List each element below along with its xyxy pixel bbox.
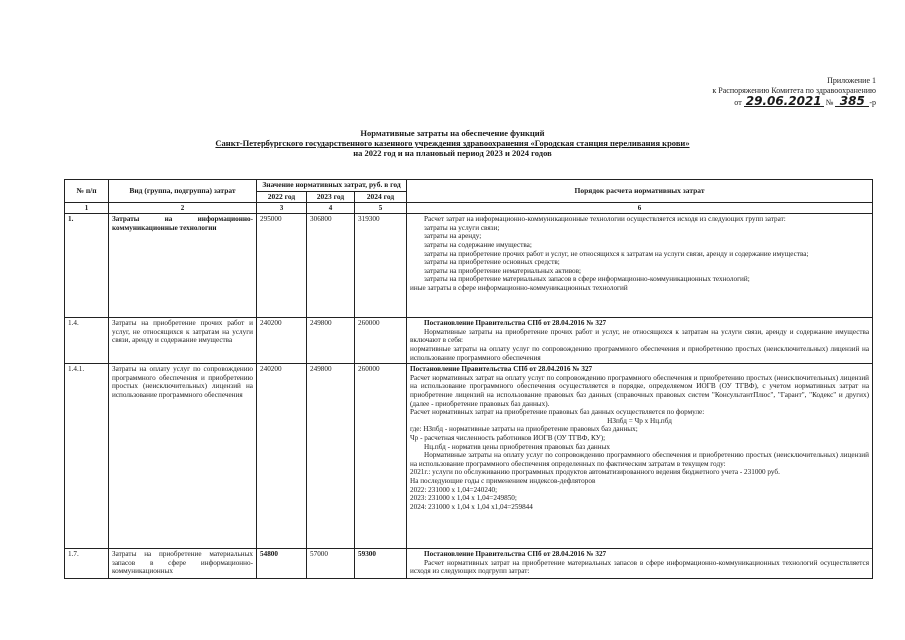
title-line-3: на 2022 год и на плановый период 2023 и 2024 годов (353, 148, 552, 158)
header-num: № п/п (65, 180, 109, 203)
table-row: 1. Затраты на информационно-коммуникационные технологии 295000 306800 319300 Расчет затрат на информационно-коммуникационные технологии осуществляется исходя из следующих групп затрат: затраты на услуги связи; затраты на аренду; затраты на содержание имущества; затраты на приобретение прочих работ и услуг, не относящихся к затратам на услуги связи, аренду и содержание имущества; затраты на приобретение основных средств; затраты на приобретение нематериальных активов; затраты на приобретение материальных запасов в сфере информационно-коммуникационных технологий; иные затраты в сфере информационно-коммуникационных технологий (65, 214, 873, 318)
header-type: Вид (группа, подгруппа) затрат (109, 180, 257, 203)
table-row: 1.4.1. Затраты на оплату услуг по сопровождению программного обеспечения и приобретению простых (неисключительных) лицензий на использование программного обеспечения 240200 249800 260000 Постановление Правительства СПб от 28.04.2016 № 327 Расчет нормативных затрат на оплату услуг по сопровождению программного обеспечения и приобретению простых (неисключительных) лицензий на использование программного обеспечения осуществляется в порядке, определяемом ИОГВ (ОУ ТГВФ), с учетом нормативных затрат на приобретение лицензий на использование правовых баз данных (справочных правовых систем "КонсультантПлюс", "Гарант", "Кодекс" и других) (далее - приобретение правовых баз данных). Расчет нормативных затрат на приобретение правовых баз данных осуществляется по формуле: НЗпбд = Чр х Нц.пбд где: НЗпбд - нормативные затраты на приобретение правовых баз данных; Чр - расчетная численность работников ИОГВ (ОУ ТГВФ, КУ); Нц.пбд - норматив цены приобретения правовых баз данных Нормативные затраты на оплату услуг по сопровождению программного обеспечения и приобретению простых (неисключительных) лицензий на использование программного обеспечения определенных по фактическим затратам в текущем году: 2021г.: услуги по обслуживанию программных продуктов автоматизированного ведения бюджетного учета - 231000 руб. На последующие годы с применением индексов-дефляторов 2022: 231000 х 1,04=240240; 2023: 231000 х 1,04 х 1,04=249850; 2024: 231000 х 1,04 х 1,04 х1,04=259844 (65, 364, 873, 549)
table-row: 1.4. Затраты на приобретение прочих работ и услуг, не относящихся к затратам на услуги связи, аренду и содержание имущества 240200 249800 260000 Постановление Правительства СПб от 28.04.2016 № 327 Нормативные затраты на приобретение прочих работ и услуг, не относящихся к затратам на услуги связи, аренду и содержание имущества включают в себя: нормативные затраты на оплату услуг по сопровождению программного обеспечения и приобретению простых (неисключительных) лицензий на использование программного обеспечения (65, 318, 873, 364)
header-2023: 2023 год (307, 191, 355, 203)
annex-title: Приложение 1 (827, 76, 876, 85)
annex-date-line: от 29.06.2021 № 385 -р (734, 94, 876, 108)
handwritten-date: 29.06.2021 (744, 96, 824, 107)
table-row: 1.7. Затраты на приобретение материальных запасов в сфере информационно-коммуникационных 54800 57000 59300 Постановление Правительства СПб от 28.04.2016 № 327 Расчет нормативных затрат на приобретение материальных запасов в сфере информационно-коммуникационных технологий осуществляется исходя из следующих подгрупп затрат: (65, 549, 873, 579)
header-2024: 2024 год (355, 191, 407, 203)
column-number-row: 1 2 3 4 5 6 (65, 203, 873, 214)
calc-order-cell: Расчет затрат на информационно-коммуникационные технологии осуществляется исходя из следующих групп затрат: затраты на услуги связи; затраты на аренду; затраты на содержание имущества; затраты на приобретение прочих работ и услуг, не относящихся к затратам на услуги связи, аренду и содержание имущества; затраты на приобретение основных средств; затраты на приобретение нематериальных активов; затраты на приобретение материальных запасов в сфере информационно-коммуникационных технологий; иные затраты в сфере информационно-коммуникационных технологий (407, 214, 873, 318)
header-order: Порядок расчета нормативных затрат (407, 180, 873, 203)
annex-block (676, 76, 876, 108)
calc-order-cell: Постановление Правительства СПб от 28.04.2016 № 327 Расчет нормативных затрат на оплату услуг по сопровождению программного обеспечения и приобретению простых (неисключительных) лицензий на использование программного обеспечения осуществляется в порядке, определяемом ИОГВ (ОУ ТГВФ), с учетом нормативных затрат на приобретение лицензий на использование правовых баз данных (справочных правовых систем "КонсультантПлюс", "Гарант", "Кодекс" и других) (далее - приобретение правовых баз данных). Расчет нормативных затрат на приобретение правовых баз данных осуществляется по формуле: НЗпбд = Чр х Нц.пбд где: НЗпбд - нормативные затраты на приобретение правовых баз данных; Чр - расчетная численность работников ИОГВ (ОУ ТГВФ, КУ); Нц.пбд - норматив цены приобретения правовых баз данных Нормативные затраты на оплату услуг по сопровождению программного обеспечения и приобретению простых (неисключительных) лицензий на использование программного обеспечения определенных по фактическим затратам в текущем году: 2021г.: услуги по обслуживанию программных продуктов автоматизированного ведения бюджетного учета - 231000 руб. На последующие годы с применением индексов-дефляторов 2022: 231000 х 1,04=240240; 2023: 231000 х 1,04 х 1,04=249850; 2024: 231000 х 1,04 х 1,04 х1,04=259844 (407, 364, 873, 549)
header-2022: 2022 год (257, 191, 307, 203)
title-line-2: Санкт-Петербургского государственного казенного учреждения здравоохранения «Городская станция переливания крови» (215, 138, 690, 148)
annex-reference: к Распоряжению Комитета по здравоохранению (712, 86, 876, 95)
handwritten-number: 385 (835, 96, 869, 107)
document-title (0, 128, 905, 158)
calc-order-cell: Постановление Правительства СПб от 28.04.2016 № 327 Расчет нормативных затрат на приобретение материальных запасов в сфере информационно-коммуникационных технологий осуществляется исходя из следующих подгрупп затрат: (407, 549, 873, 579)
title-line-1: Нормативные затраты на обеспечение функций (360, 128, 545, 138)
header-value: Значение нормативных затрат, руб. в год (257, 180, 407, 192)
cost-table (64, 179, 873, 579)
calc-order-cell: Постановление Правительства СПб от 28.04.2016 № 327 Нормативные затраты на приобретение прочих работ и услуг, не относящихся к затратам на услуги связи, аренду и содержание имущества включают в себя: нормативные затраты на оплату услуг по сопровождению программного обеспечения и приобретению простых (неисключительных) лицензий на использование программного обеспечения (407, 318, 873, 364)
formula: НЗпбд = Чр х Нц.пбд (607, 416, 672, 425)
